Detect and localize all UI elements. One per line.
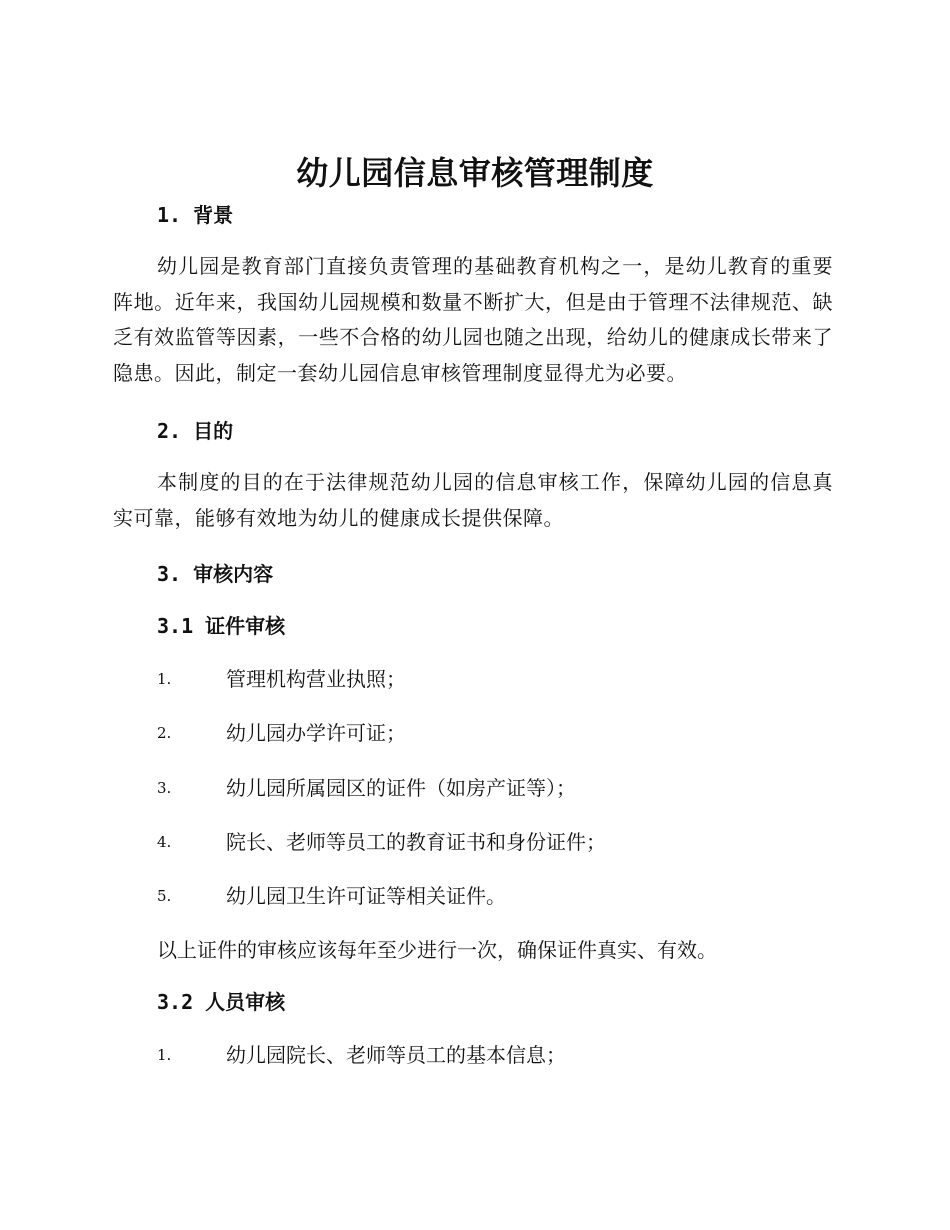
list-item-text: 院长、老师等员工的教育证书和身份证件； bbox=[226, 830, 606, 854]
list-item-number: 5. bbox=[157, 887, 172, 905]
paragraph-purpose: 本制度的目的在于法律规范幼儿园的信息审核工作，保障幼儿园的信息真实可靠，能够有效地为幼儿的健康成长提供保障。 bbox=[113, 470, 833, 530]
list-item-number: 1. bbox=[157, 670, 172, 688]
subsection-heading-personnel: 3.2 人员审核 bbox=[157, 990, 286, 1014]
list-item-text: 管理机构营业执照； bbox=[226, 667, 406, 691]
paragraph-background: 幼儿园是教育部门直接负责管理的基础教育机构之一，是幼儿教育的重要阵地。近年来，我国幼儿园规模和数量不断扩大，但是由于管理不法律规范、缺乏有效监管等因素，一些不合格的幼儿园也随之出现，给幼儿的健康成长带来了隐患。因此，制定一套幼儿园信息审核管理制度显得尤为必要。 bbox=[113, 254, 833, 385]
list-item-number: 1. bbox=[157, 1046, 172, 1064]
list-item-text: 幼儿园院长、老师等员工的基本信息； bbox=[226, 1043, 566, 1067]
list-item-text: 幼儿园所属园区的证件（如房产证等）； bbox=[226, 776, 576, 800]
list-item-text: 幼儿园卫生许可证等相关证件。 bbox=[226, 884, 506, 908]
certificates-note: 以上证件的审核应该每年至少进行一次，确保证件真实、有效。 bbox=[157, 938, 717, 962]
list-item-number: 4. bbox=[157, 833, 172, 851]
document-title: 幼儿园信息审核管理制度 bbox=[296, 154, 654, 192]
list-item-number: 3. bbox=[157, 779, 172, 797]
section-heading-background: 1. 背景 bbox=[157, 203, 234, 227]
section-heading-content: 3. 审核内容 bbox=[157, 562, 274, 586]
list-item-number: 2. bbox=[157, 724, 172, 742]
section-heading-purpose: 2. 目的 bbox=[157, 419, 234, 443]
subsection-heading-certificates: 3.1 证件审核 bbox=[157, 614, 286, 638]
list-item-text: 幼儿园办学许可证； bbox=[226, 721, 406, 745]
